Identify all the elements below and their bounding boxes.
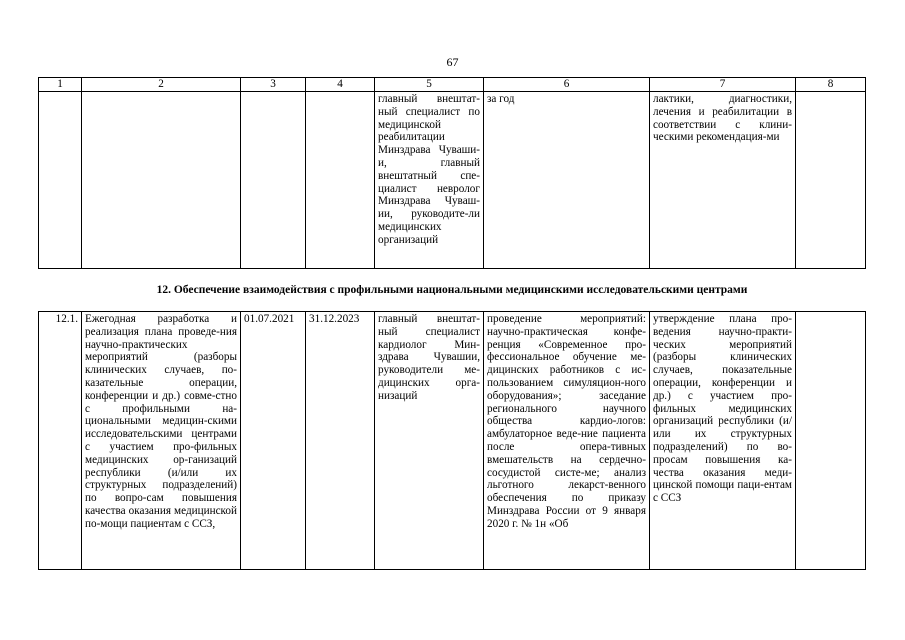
- cell-col8: [796, 92, 866, 269]
- page-number: 67: [446, 55, 459, 69]
- header-col-1: 1: [39, 78, 82, 92]
- measures-table: [38, 77, 866, 570]
- cell-description: [82, 92, 241, 269]
- cell-start-date: [241, 92, 306, 269]
- table-row-12-1: [39, 312, 866, 570]
- section-title: 12. Обеспечение взаимодействия с профильными национальными медицинскими исследовательскими центрами: [156, 283, 748, 296]
- table-row-continued: [39, 92, 866, 269]
- header-col-6: 6: [484, 78, 650, 92]
- header-col-8: 8: [796, 78, 866, 92]
- cell-number: [39, 92, 82, 269]
- cell-end-date: 31.12.2023: [306, 312, 375, 570]
- cell-responsible: главный внештат-ный специалист по медицинской реабилитации Минздрава Чуваши-и, главный внештатный спе-циалист невролог Минздрава Чуваш-ии, руководите-ли медицинских организаций: [375, 92, 484, 269]
- cell-responsible: главный внештат-ный специалист кардиолог Мин-здрава Чувашии, руководители ме-дицинских орга-низаций: [375, 312, 484, 570]
- cell-result: проведение мероприятий: научно-практическая конфе-ренция «Современное про-фессиональное обучение ме-дицинских работников с ис-пользованием симуляцион-ного оборудования»; заседание регионального научного общества кардио-логов: амбулаторное веде-ние пациента после опера-тивных вмешательств на сердечно-сосудистой систе-ме; анализ льготного лекарст-венного обеспечения по приказу Минздрава России от 9 января 2020 г. № 1н «Об: [484, 312, 650, 570]
- header-col-7: 7: [650, 78, 796, 92]
- cell-start-date: 01.07.2021: [241, 312, 306, 570]
- table-header-row: [39, 78, 866, 92]
- cell-end-date: [306, 92, 375, 269]
- cell-description: Ежегодная разработка и реализация плана проведе-ния научно-практических мероприятий (разборы клинических случаев, по-казательные операции, конференции и др.) совме-стно с профильными на-циональными медицин-скими исследовательскими центрами с участием про-фильных медицинских ор-ганизаций республики (и/или их структурных подразделений) по вопро-сам повышения качества оказания медицинской по-мощи пациентам с ССЗ,: [82, 312, 241, 570]
- cell-number: 12.1.: [39, 312, 82, 570]
- header-col-2: 2: [82, 78, 241, 92]
- cell-indicator: лактики, диагностики, лечения и реабилитации в соответствии с клини-ческими рекомендация-ми: [650, 92, 796, 269]
- cell-result: за год: [484, 92, 650, 269]
- section-row: [39, 278, 866, 302]
- header-col-5: 5: [375, 78, 484, 92]
- cell-col8: [796, 312, 866, 570]
- header-col-4: 4: [306, 78, 375, 92]
- header-col-3: 3: [241, 78, 306, 92]
- cell-indicator: утверждение плана про-ведения научно-практи-ческих мероприятий (разборы клинических случаев, показательные операции, конференции и др.) с участием про-фильных медицинских организаций республики (и/или их структурных подразделений) по во-просам повышения ка-чества оказания меди-цинской помощи паци-ентам с ССЗ: [650, 312, 796, 570]
